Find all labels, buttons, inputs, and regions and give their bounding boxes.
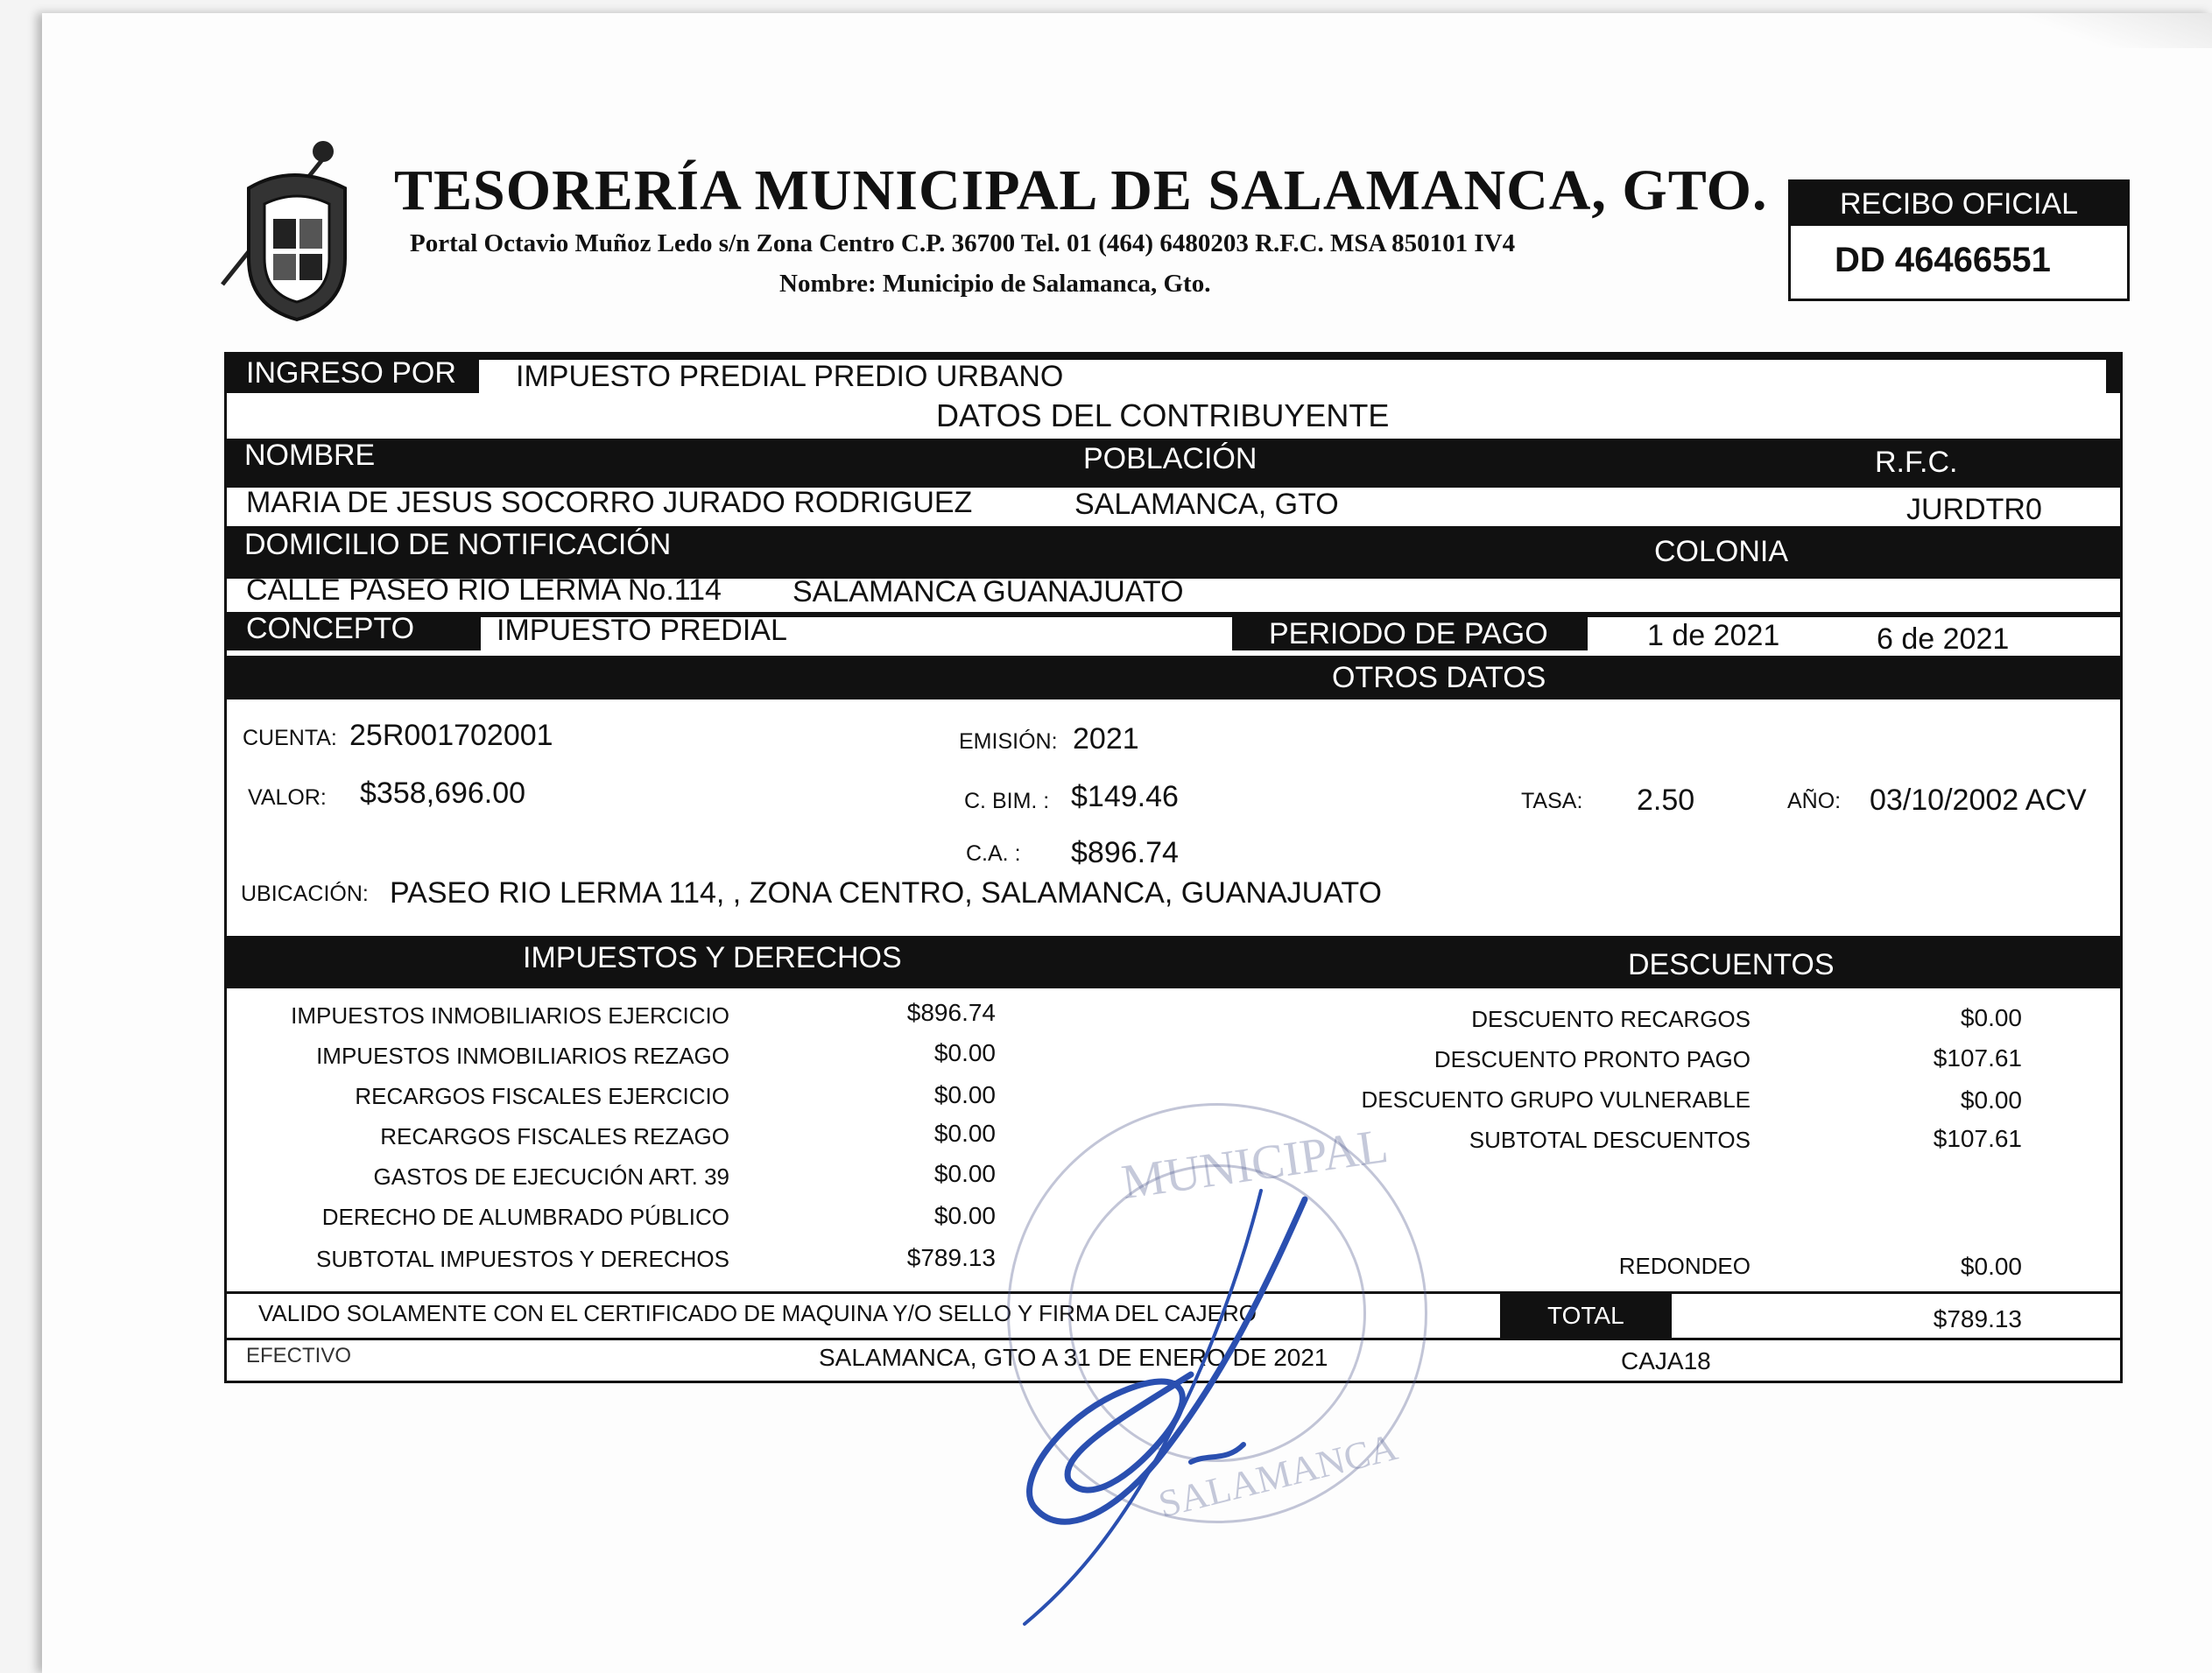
valor-label: VALOR: xyxy=(248,785,327,810)
valor-value: $358,696.00 xyxy=(360,777,526,810)
nombre-label: NOMBRE xyxy=(244,439,376,472)
otros-datos-bar xyxy=(227,656,2120,699)
cuenta-value: 25R001702001 xyxy=(349,719,553,752)
impuestos-descuentos-bar xyxy=(227,936,2120,988)
colonia-label: COLONIA xyxy=(1654,535,1789,568)
coat-of-arms-icon xyxy=(214,136,371,324)
impuesto-subtotal-label: SUBTOTAL IMPUESTOS Y DERECHOS xyxy=(316,1246,729,1272)
anio-value: 03/10/2002 ACV xyxy=(1870,784,2087,817)
periodo-fin: 6 de 2021 xyxy=(1877,622,2010,656)
descuentos-title: DESCUENTOS xyxy=(1628,948,1835,981)
contribuyente-section-title: DATOS DEL CONTRIBUYENTE xyxy=(936,397,1390,433)
impuesto-label: IMPUESTOS INMOBILIARIOS EJERCICIO xyxy=(291,1002,729,1029)
cashier-signature xyxy=(981,1173,1349,1628)
ingreso-value: IMPUESTO PREDIAL PREDIO URBANO xyxy=(516,360,1064,393)
impuesto-label: RECARGOS FISCALES EJERCICIO xyxy=(355,1083,729,1109)
periodo-inicio: 1 de 2021 xyxy=(1647,619,1780,652)
contribuyente-nombre: MARIA DE JESUS SOCORRO JURADO RODRIGUEZ xyxy=(246,486,973,519)
rfc-label: R.F.C. xyxy=(1875,446,1958,479)
page-curl xyxy=(2019,13,2212,48)
ca-value: $896.74 xyxy=(1071,836,1179,869)
periodo-label: PERIODO DE PAGO xyxy=(1269,617,1548,650)
emision-label: EMISIÓN: xyxy=(959,729,1058,754)
contribuyente-colonia: SALAMANCA GUANAJUATO xyxy=(793,575,1184,608)
descuento-label: DESCUENTO PRONTO PAGO xyxy=(1434,1046,1751,1072)
cbim-value: $149.46 xyxy=(1071,780,1179,813)
official-receipt-label: RECIBO OFICIAL xyxy=(1791,182,2127,226)
caja: CAJA18 xyxy=(1621,1347,1711,1374)
impuesto-value: $896.74 xyxy=(906,999,996,1026)
domicilio-label: DOMICILIO DE NOTIFICACIÓN xyxy=(244,528,672,561)
ingreso-label: INGRESO POR xyxy=(246,356,456,390)
cbim-label: C. BIM. : xyxy=(964,789,1050,813)
descuento-subtotal-value: $107.61 xyxy=(1933,1125,2022,1152)
treasury-address: Portal Octavio Muñoz Ledo s/n Zona Centro C.P. 36700 Tel. 01 (464) 6480203 R.F.C. MSA 850101 IV4 xyxy=(410,229,1516,257)
impuesto-subtotal-value: $789.13 xyxy=(906,1244,996,1271)
lugar-fecha: SALAMANCA, GTO A 31 DE ENERO DE 2021 xyxy=(819,1344,1328,1371)
ubicacion-label: UBICACIÓN: xyxy=(241,882,369,906)
impuesto-value: $0.00 xyxy=(933,1160,996,1187)
impuesto-label: RECARGOS FISCALES REZAGO xyxy=(380,1123,729,1149)
treasury-name-line: Nombre: Municipio de Salamanca, Gto. xyxy=(779,270,1211,298)
descuento-label: DESCUENTO GRUPO VULNERABLE xyxy=(1361,1086,1751,1113)
validez-note: VALIDO SOLAMENTE CON EL CERTIFICADO DE MAQUINA Y/O SELLO Y FIRMA DEL CAJERO xyxy=(258,1300,1257,1326)
redondeo-label: REDONDEO xyxy=(1618,1253,1751,1279)
descuento-value: $0.00 xyxy=(1960,1004,2022,1031)
redondeo-value: $0.00 xyxy=(1960,1253,2022,1280)
impuesto-label: GASTOS DE EJECUCIÓN ART. 39 xyxy=(373,1163,729,1190)
tasa-label: TASA: xyxy=(1521,789,1583,813)
impuesto-value: $0.00 xyxy=(933,1081,996,1108)
impuesto-value: $0.00 xyxy=(933,1202,996,1229)
impuesto-label: DERECHO DE ALUMBRADO PÚBLICO xyxy=(321,1204,729,1230)
contribuyente-poblacion: SALAMANCA, GTO xyxy=(1074,488,1339,521)
ubicacion-value: PASEO RIO LERMA 114, , ZONA CENTRO, SALAMANCA, GUANAJUATO xyxy=(390,876,1382,910)
forma-pago: EFECTIVO xyxy=(246,1344,352,1367)
total-value: $789.13 xyxy=(1933,1305,2022,1332)
treasury-title: TESORERÍA MUNICIPAL DE SALAMANCA, GTO. xyxy=(394,158,1768,222)
descuento-label: DESCUENTO RECARGOS xyxy=(1471,1006,1751,1032)
contribuyente-rfc: JURDTR0 xyxy=(1906,493,2042,526)
emision-value: 2021 xyxy=(1073,722,1139,756)
contribuyente-domicilio: CALLE PASEO RIO LERMA No.114 xyxy=(246,573,722,607)
impuestos-title: IMPUESTOS Y DERECHOS xyxy=(523,941,902,974)
concepto-label: CONCEPTO xyxy=(246,612,415,645)
descuento-subtotal-label: SUBTOTAL DESCUENTOS xyxy=(1469,1127,1751,1153)
descuento-value: $107.61 xyxy=(1933,1044,2022,1072)
concepto-value: IMPUESTO PREDIAL xyxy=(497,614,787,647)
receipt-number: DD 46466551 xyxy=(1835,241,2051,279)
poblacion-label: POBLACIÓN xyxy=(1083,442,1257,475)
descuento-value: $0.00 xyxy=(1960,1086,2022,1114)
impuesto-value: $0.00 xyxy=(933,1039,996,1066)
cuenta-label: CUENTA: xyxy=(243,726,337,750)
stamp-text-bottom: SALAMANCA xyxy=(1154,1425,1402,1526)
otros-datos-title: OTROS DATOS xyxy=(1332,661,1546,694)
anio-label: AÑO: xyxy=(1787,789,1842,813)
ca-label: C.A. : xyxy=(966,841,1021,866)
impuesto-value: $0.00 xyxy=(933,1120,996,1147)
official-receipt-box xyxy=(1788,179,2130,301)
tasa-value: 2.50 xyxy=(1637,784,1695,817)
stamp-text-top: MUNICIPAL xyxy=(1118,1119,1391,1210)
total-label: TOTAL xyxy=(1547,1302,1624,1329)
impuesto-label: IMPUESTOS INMOBILIARIOS REZAGO xyxy=(316,1043,729,1069)
